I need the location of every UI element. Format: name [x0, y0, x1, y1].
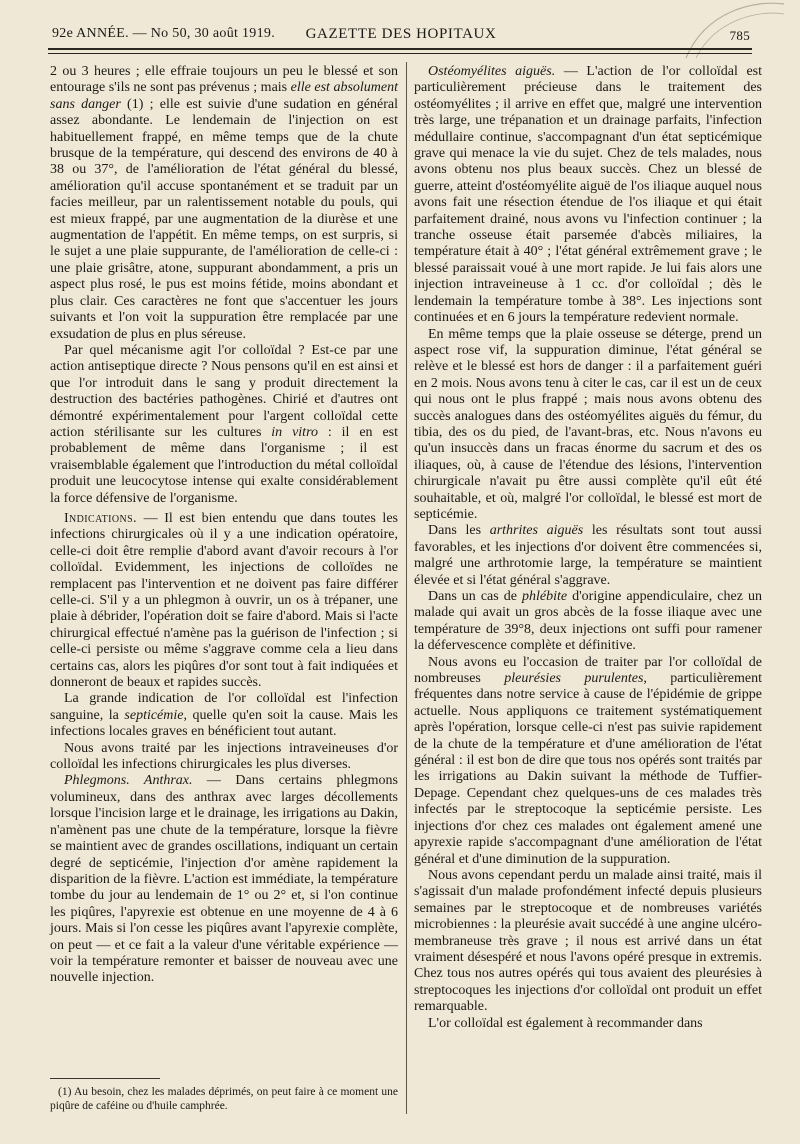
journal-title: GAZETTE DES HOPITAUX — [305, 26, 497, 42]
text-run: , particulièrement fréquentes dans notre service à cause de l'épidémie de grippe actuelle. Nous appliquons ce traitement systématiquement après l'opération, lorsque celle-ci n'est pas suivie rapidement de la chute de la température et d'une amélioration de l'état général : il est bon de dire que tous nos opérés sont traités par les irrigations au Dakin suivant la méthode de Tuffier-Depage. Cependant chez quelques-uns de ces malades très infectés par le streptocoque la septicémie persiste. Les injections d'or chez ces malades ont également amené une apyrexie rapide s'accompagnant d'une amélioration de l'état général et d'une diminution de la suppuration. — [414, 671, 762, 867]
footnote-rule — [50, 1078, 160, 1079]
footnote — [50, 1085, 398, 1113]
text-run: En même temps que la plaie osseuse se déterge, prend un aspect rose vif, la suppuration diminue, l'état général se relève et le blessé est hors de danger : il a parfaitement guéri en 2 mois. Nous avons tenu à citer le cas, car il est un de ceux qui nous ont le plus frappé ; mais nous avons obtenu des succès analogues dans des ostéomyélites aiguës du fémur, du tibia, des os du pied, de l'avant-bras, etc. Nous n'avons eu qu'un insuccès dans un fracas énorme du sacrum et des os iliaques, où, à cause de l'étendue des lésions, l'intervention chirurgicale n'avait pu être aussi complète qu'il eût été souhaitable, et où, malgré l'or colloïdal, le blessé est mort de septicémie. — [414, 326, 762, 522]
italic-text: septicémie — [124, 707, 184, 723]
paragraph — [50, 773, 398, 986]
text-run: (1) ; elle est suivie d'une sudation en général assez abondante. Le lendemain de l'injection on est habituellement frappé, en même temps que de la chute brusque de la température, qui descend des environs de 40 à 38 ou 37°, de l'amélioration de l'état général du blessé, amélioration qu'il accuse spontanément et se traduit par un facies meilleur, par un ralentissement notable du pouls, qui est mieux frappé, par une augmentation de la diurèse et une augmentation de l'appétit. En même temps, on est surpris, si le sujet a une plaie suppurante, de l'amélioration de celle-ci : une plaie grisâtre, atone, suppurant abondamment, a pris un aspect plus rosé, le pus est moins fétide, moins abondant et plus clair. Ces caractères ne font que s'accentuer les jours suivants et l'on voit la suppuration être remplacée par une exsudation de plus en plus séreuse. — [50, 96, 399, 342]
text-run: L'or colloïdal est également à recommander dans — [428, 1015, 703, 1031]
text-run: La grande indication de l'or colloïdal est l'infection sanguine, la — [50, 691, 398, 723]
paragraph — [50, 511, 398, 691]
text-run: d'origine appendiculaire, chez un malade qui avait un gros abcès de la fosse iliaque avec une température de 39°8, deux injections ont suffi pour ramener la défervescence complète et définitive. — [414, 589, 762, 654]
header-rule-thin — [48, 53, 752, 54]
italic-text: pleurésies purulentes — [504, 671, 644, 687]
issue-info: 92e ANNÉE. — No 50, 30 août 1919. — [52, 26, 275, 41]
paragraph — [414, 523, 762, 589]
italic-text: arthrites aiguës — [489, 523, 584, 539]
text-run: — Il est bien entendu que dans toutes les infections chirurgicales où il y a une indication opératoire, celle-ci doit être remplie d'abord avant d'avoir recours à l'or colloïdal. Evidemment, les injections de colloïdes ne remplacent pas l'intervention et ne doivent pas faire différer celle-ci. S'il y a un phlegmon à ouvrir, un os à trépaner, une plaie à débrider, l'opération doit se faire d'abord. Mais si l'acte chirurgical effectué n'amène pas la guérison de l'infection ; si celle-ci persiste ou même s'aggrave comme cela a lieu dans certains cas, alors les piqûres d'or sont tout à fait indiquées et donneront de beaux et rapides succès. — [50, 510, 398, 691]
text-run: : il en est probablement de même dans l'organisme ; il est vraisemblable également que l'introduction du métal colloïdal produit une leucocytose intense qui exalte considérablement la force défensive de l'organisme. — [50, 424, 398, 506]
text-run: Par quel mécanisme agit l'or colloïdal ? Est-ce par une action antiseptique directe ? Nous pensons qu'il en est ainsi et que l'or introduit dans le sang y produit directement la destruction des bactéries pathogènes. Chirié et d'autres ont démontré expérimentalement pour l'argent colloïdal cette action stérilisante sur les cultures — [50, 342, 398, 440]
paragraph — [414, 64, 762, 327]
paragraph — [50, 691, 398, 740]
paragraph — [414, 655, 762, 868]
paragraph — [414, 868, 762, 1016]
page-number: 785 — [729, 28, 750, 43]
text-run: les résultats sont tout aussi favorables, et les injections d'or doivent être commencées si, malgré une arthrotomie large, la température se maintient élevée et si l'état général s'aggrave. — [414, 523, 763, 588]
text-run: 2 ou 3 heures ; elle effraie toujours un peu le blessé et son entourage s'ils ne sont pas prévenus ; mais — [50, 64, 398, 96]
text-run: Dans les — [428, 523, 490, 539]
header-rule — [48, 48, 752, 50]
italic-text: in vitro — [271, 424, 318, 440]
text-run: — L'action de l'or colloïdal est particulièrement précieuse dans le traitement des ostéomyélites ; il arrive en effet que, malgré une intervention très large, une trépanation et un drainage parfaits, l'infection médullaire continue, s'accompagnant d'un état septicémique grave qui menace la vie du sujet. Chez de tels malades, nous avons obtenu nos plus beaux succès. Chez un blessé de guerre, atteint d'ostéomyélite aiguë de l'os iliaque auquel nous avons fait une résection étendue de l'os iliaque et qui était parfaitement drainé, nous avons vu l'infection continuer ; la tranche osseuse était parsemée d'abcès miliaires, la température était à 40° ; l'état général extrêmement grave ; le blessé paraissait voué à une mort rapide. Je lui fais alors une injection intraveineuse à 1 cc. d'or colloïdal ; dès le lendemain la température tombe à 38°. Les injections sont continuées et en 6 jours la température redevient normale. — [414, 64, 762, 326]
paragraph — [414, 1016, 762, 1032]
paragraph — [414, 589, 762, 655]
italic-text: elle est absolument sans danger — [50, 80, 398, 112]
text-run: Nous avons cependant perdu un malade ainsi traité, mais il s'agissait d'un malade profondément infecté depuis plusieurs semaines par le streptocoque et de nombreuses variétés microbiennes : la pleurésie avait succédé à une angine ulcéro-membraneuse très grave ; il nous est arrivé dans un état vraiment désespéré et nous l'avons opéré presque in extremis. Chez tous nos autres opérés qui tous avaient des pleurésies à streptocoques les injections d'or colloïdal ont produit un effet remarquable. — [414, 867, 762, 1015]
right-column — [414, 64, 762, 1032]
paragraph — [50, 343, 398, 507]
italic-text: Ostéomyélites aiguës. — [428, 64, 556, 79]
text-run: Nous avons eu l'occasion de traiter par l'or colloïdal de nombreuses — [414, 654, 762, 687]
text-run: Nous avons traité par les injections intraveineuses d'or colloïdal les infections chirurgicales les plus diverses. — [50, 740, 398, 773]
italic-text: Phlegmons. Anthrax. — [64, 773, 193, 789]
paragraph — [50, 741, 398, 774]
text-run: , quelle qu'en soit la cause. Mais les infections locales graves en bénéficient tout autant. — [50, 707, 399, 740]
running-header — [52, 22, 750, 48]
italic-text: phlébite — [522, 589, 568, 604]
section-heading: Indications. — [64, 510, 137, 526]
text-run: Dans un cas de — [428, 589, 523, 604]
left-column — [50, 64, 398, 987]
text-run: — Dans certains phlegmons volumineux, dans des anthrax avec larges décollements lorsque l'incision large et le drainage, les irrigations au Dakin, n'amènent pas une chute de la température, lorsque la fièvre se maintient avec de grandes oscillations, indiquant un certain degré de septicémie, l'injection d'or amène rapidement la disparition de la fièvre. L'action est immédiate, la température tombe du jour au lendemain de 1° ou 2° et, si l'on continue les piqûres, l'apyrexie est obtenue en une moyenne de 4 à 6 jours. Mais si l'on cesse les piqûres avant l'apyrexie complète, on peut — et ce fait a la valeur d'une véritable expérience — voir la température remonter et baisser de nouveau avec une nouvelle injection. — [50, 773, 398, 986]
column-divider — [406, 62, 407, 1114]
footnote-text: (1) Au besoin, chez les malades déprimés, on peut faire à ce moment une piqûre de caféine ou d'huile camphrée. — [50, 1086, 398, 1112]
paragraph — [414, 327, 762, 524]
paragraph — [50, 64, 398, 343]
